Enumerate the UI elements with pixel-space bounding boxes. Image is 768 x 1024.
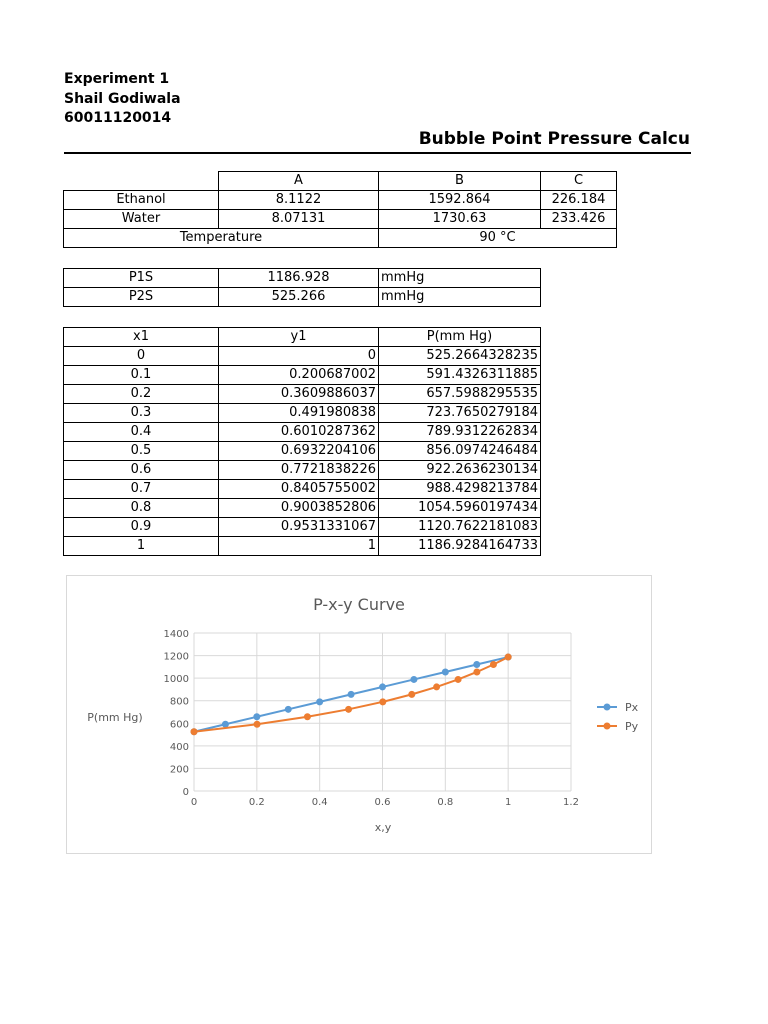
table-row: [64, 229, 617, 248]
student-id: 60011120014: [64, 110, 172, 126]
y1-cell: 0.3609886037: [219, 385, 379, 404]
header-y1: y1: [219, 328, 379, 347]
y1-cell: 0.7721838226: [219, 461, 379, 480]
saturation-pressure-table: [63, 268, 541, 307]
y-tick-label: 400: [169, 741, 189, 753]
pressure-cell: 1054.5960197434: [379, 499, 541, 518]
data-point-py: [345, 706, 352, 713]
table-row: [64, 442, 541, 461]
y1-cell: 1: [219, 537, 379, 556]
page-title: Bubble Point Pressure Calcu: [418, 129, 690, 149]
pressure-cell: 723.7650279184: [379, 404, 541, 423]
table-row: [64, 499, 541, 518]
psat-label: P2S: [64, 288, 219, 307]
data-point-py: [254, 721, 261, 728]
x-tick-label: 0.4: [311, 797, 328, 808]
y-tick-label: 600: [169, 719, 189, 731]
x-tick-label: 0: [190, 797, 198, 808]
component-label: Water: [64, 210, 219, 229]
legend-marker-py: [604, 723, 611, 730]
pressure-cell: 856.0974246484: [379, 442, 541, 461]
table-row: [64, 269, 541, 288]
constant-a: 8.07131: [219, 210, 379, 229]
data-point-py: [490, 661, 497, 668]
temperature-value: 90 °C: [379, 229, 617, 248]
psat-value: 1186.928: [219, 269, 379, 288]
psat-unit: mmHg: [379, 269, 541, 288]
legend-marker-px: [604, 704, 611, 711]
table-row: [64, 518, 541, 537]
psat-label: P1S: [64, 269, 219, 288]
title-underline: [64, 152, 691, 154]
antoine-constants-table: [63, 171, 617, 248]
temperature-label: Temperature: [64, 229, 379, 248]
pressure-cell: 657.5988295535: [379, 385, 541, 404]
x1-cell: 1: [64, 537, 219, 556]
experiment-label: Experiment 1: [64, 71, 170, 87]
legend-label: Px: [625, 701, 639, 714]
data-point-px: [379, 683, 386, 690]
data-point-py: [433, 683, 440, 690]
header-x1: x1: [64, 328, 219, 347]
data-point-py: [455, 676, 462, 683]
table-row: [64, 537, 541, 556]
header-b: B: [379, 172, 541, 191]
data-point-px: [410, 676, 417, 683]
table-row: [64, 385, 541, 404]
chart-title: P-x-y Curve: [313, 595, 405, 614]
constant-a: 8.1122: [219, 191, 379, 210]
constant-c: 226.184: [541, 191, 617, 210]
y-tick-label: 200: [169, 764, 189, 776]
data-point-px: [348, 691, 355, 698]
y-tick-label: 1400: [163, 629, 189, 640]
y1-cell: 0.6932204106: [219, 442, 379, 461]
data-point-px: [316, 698, 323, 705]
data-point-px: [285, 706, 292, 713]
data-point-py: [473, 668, 480, 675]
table-row: [64, 480, 541, 499]
chart-svg: [67, 576, 651, 853]
pxy-chart: [66, 575, 652, 854]
table-row: [64, 191, 617, 210]
header-c: C: [541, 172, 617, 191]
x1-cell: 0.1: [64, 366, 219, 385]
x1-cell: 0: [64, 347, 219, 366]
pressure-cell: 525.2664328235: [379, 347, 541, 366]
table-row: [64, 288, 541, 307]
table-row: [64, 210, 617, 229]
constant-b: 1730.63: [379, 210, 541, 229]
header-pressure: P(mm Hg): [379, 328, 541, 347]
table-row: [64, 347, 541, 366]
data-point-px: [473, 661, 480, 668]
y1-cell: 0.491980838: [219, 404, 379, 423]
x1-cell: 0.7: [64, 480, 219, 499]
document-header: [64, 70, 181, 129]
constant-b: 1592.864: [379, 191, 541, 210]
x-tick-label: 1.2: [563, 797, 579, 808]
pressure-cell: 789.9312262834: [379, 423, 541, 442]
component-label: Ethanol: [64, 191, 219, 210]
pressure-cell: 922.2636230134: [379, 461, 541, 480]
data-point-py: [191, 728, 198, 735]
x-axis-label: x,y: [374, 821, 392, 834]
empty-corner-cell: [64, 172, 219, 191]
psat-value: 525.266: [219, 288, 379, 307]
x1-cell: 0.3: [64, 404, 219, 423]
legend-label: Py: [625, 720, 639, 733]
x1-cell: 0.4: [64, 423, 219, 442]
y1-cell: 0.8405755002: [219, 480, 379, 499]
x-tick-label: 1: [504, 797, 512, 808]
y-axis-label: P(mm Hg): [87, 711, 143, 724]
pressure-cell: 1186.9284164733: [379, 537, 541, 556]
results-table: [63, 327, 541, 556]
x-tick-label: 0.6: [374, 797, 391, 808]
y-tick-label: 1200: [163, 651, 189, 663]
y1-cell: 0.6010287362: [219, 423, 379, 442]
data-point-py: [304, 713, 311, 720]
pressure-cell: 1120.7622181083: [379, 518, 541, 537]
y-tick-label: 800: [169, 696, 189, 708]
x1-cell: 0.8: [64, 499, 219, 518]
header-a: A: [219, 172, 379, 191]
psat-unit: mmHg: [379, 288, 541, 307]
y1-cell: 0: [219, 347, 379, 366]
data-point-px: [442, 668, 449, 675]
pressure-cell: 591.4326311885: [379, 366, 541, 385]
data-point-py: [379, 698, 386, 705]
table-row: [64, 461, 541, 480]
table-row: [64, 366, 541, 385]
x-tick-label: 0.2: [248, 797, 265, 808]
x1-cell: 0.6: [64, 461, 219, 480]
y-tick-label: 0: [182, 787, 189, 798]
x-tick-label: 0.8: [437, 797, 454, 808]
pressure-cell: 988.4298213784: [379, 480, 541, 499]
y1-cell: 0.9003852806: [219, 499, 379, 518]
data-point-px: [253, 713, 260, 720]
constant-c: 233.426: [541, 210, 617, 229]
table-row: [64, 404, 541, 423]
x1-cell: 0.2: [64, 385, 219, 404]
x1-cell: 0.9: [64, 518, 219, 537]
y-tick-label: 1000: [163, 674, 189, 686]
y1-cell: 0.9531331067: [219, 518, 379, 537]
data-point-py: [505, 654, 512, 661]
table-row: [64, 423, 541, 442]
author-name: Shail Godiwala: [64, 90, 181, 107]
y1-cell: 0.200687002: [219, 366, 379, 385]
x1-cell: 0.5: [64, 442, 219, 461]
data-point-py: [408, 691, 415, 698]
